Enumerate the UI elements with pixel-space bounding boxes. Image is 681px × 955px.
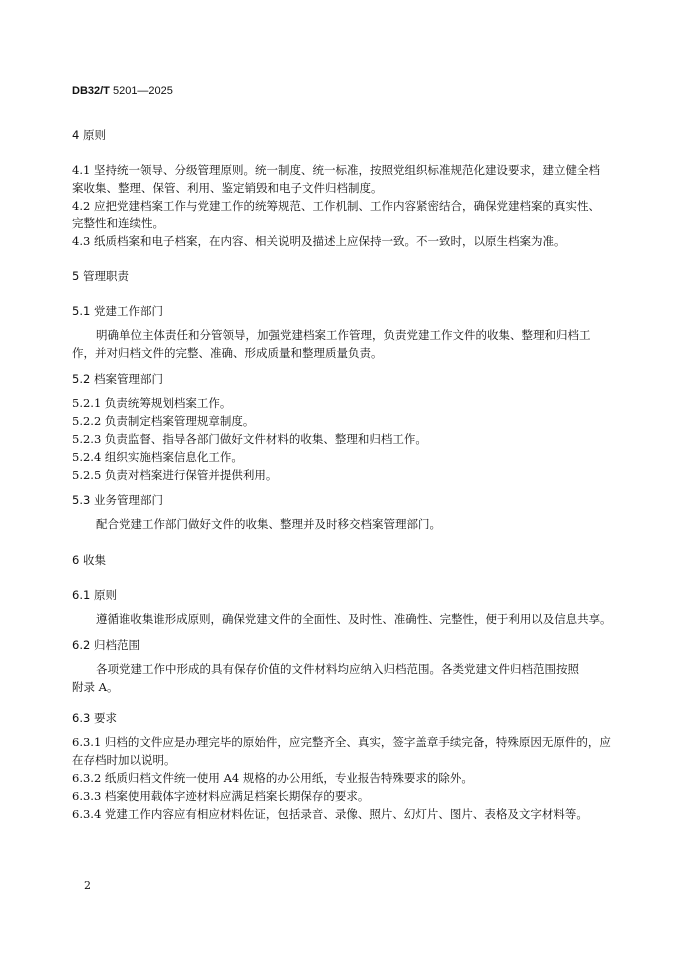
- standard-code-prefix: DB32/T: [72, 85, 110, 97]
- clause-6-1-heading: 6.1 原则: [72, 588, 117, 602]
- section-6-heading: 6 收集: [72, 553, 106, 567]
- clause-4-3: 4.3 纸质档案和电子档案，在内容、相关说明及描述上应保持一致。不一致时，以原生档案为准。: [72, 234, 566, 248]
- clause-6-2-heading: 6.2 归档范围: [72, 638, 140, 652]
- clause-6-3-3: 6.3.3 档案使用载体字迹材料应满足档案长期保存的要求。: [72, 789, 370, 803]
- clause-5-2-1: 5.2.1 负责统筹规划档案工作。: [72, 396, 232, 410]
- clause-4-1-line-2: 案收集、整理、保管、利用、鉴定销毁和电子文件归档制度。: [72, 181, 383, 195]
- clause-6-2-text-line-2: 附录 A。: [72, 680, 119, 694]
- section-5-heading: 5 管理职责: [72, 269, 129, 283]
- clause-5-1-heading: 5.1 党建工作部门: [72, 304, 163, 318]
- clause-6-3-1-line-2: 在存档时加以说明。: [72, 753, 176, 767]
- clause-5-2-heading: 5.2 档案管理部门: [72, 372, 163, 386]
- section-4-heading: 4 原则: [72, 128, 106, 142]
- clause-5-2-4: 5.2.4 组织实施档案信息化工作。: [72, 450, 243, 464]
- standard-code-number: 5201—2025: [109, 85, 173, 97]
- clause-6-1-text: 遵循谁收集谁形成原则，确保党建文件的全面性、及时性、准确性、完整性，便于利用以及信息共享。: [96, 612, 612, 626]
- clause-6-3-4: 6.3.4 党建工作内容应有相应材料佐证，包括录音、录像、照片、幻灯片、图片、表格及文字材料等。: [72, 807, 588, 821]
- clause-6-2-text-line-1: 各项党建工作中形成的具有保存价值的文件材料均应纳入归档范围。各类党建文件归档范围按照: [96, 662, 579, 676]
- clause-4-2-line-1: 4.2 应把党建档案工作与党建工作的统筹规范、工作机制、工作内容紧密结合，确保党建档案的真实性、: [72, 199, 600, 213]
- clause-6-3-2: 6.3.2 纸质归档文件统一使用 A4 规格的办公用纸，专业报告特殊要求的除外。: [72, 771, 473, 785]
- clause-5-1-text-line-1: 明确单位主体责任和分管领导，加强党建档案工作管理，负责党建工作文件的收集、整理和归档工: [96, 328, 591, 342]
- clause-4-1-line-1: 4.1 坚持统一领导、分级管理原则。统一制度、统一标准，按照党组织标准规范化建设要求，建立健全档: [72, 163, 600, 177]
- clause-6-3-heading: 6.3 要求: [72, 711, 117, 725]
- clause-5-3-text: 配合党建工作部门做好文件的收集、整理并及时移交档案管理部门。: [96, 517, 441, 531]
- standard-code-header: [72, 85, 173, 97]
- clause-5-3-heading: 5.3 业务管理部门: [72, 493, 163, 507]
- clause-6-3-1-line-1: 6.3.1 归档的文件应是办理完毕的原始件，应完整齐全、真实，签字盖章手续完备，特殊原因无原件的，应: [72, 735, 611, 749]
- clause-5-1-text-line-2: 作，并对归档文件的完整、准确、形成质量和整理质量负责。: [72, 346, 383, 360]
- clause-5-2-5: 5.2.5 负责对档案进行保管并提供利用。: [72, 468, 278, 482]
- clause-4-2-line-2: 完整性和连续性。: [72, 216, 164, 230]
- clause-5-2-3: 5.2.3 负责监督、指导各部门做好文件材料的收集、整理和归档工作。: [72, 432, 427, 446]
- page-number: 2: [84, 879, 91, 892]
- clause-5-2-2: 5.2.2 负责制定档案管理规章制度。: [72, 414, 255, 428]
